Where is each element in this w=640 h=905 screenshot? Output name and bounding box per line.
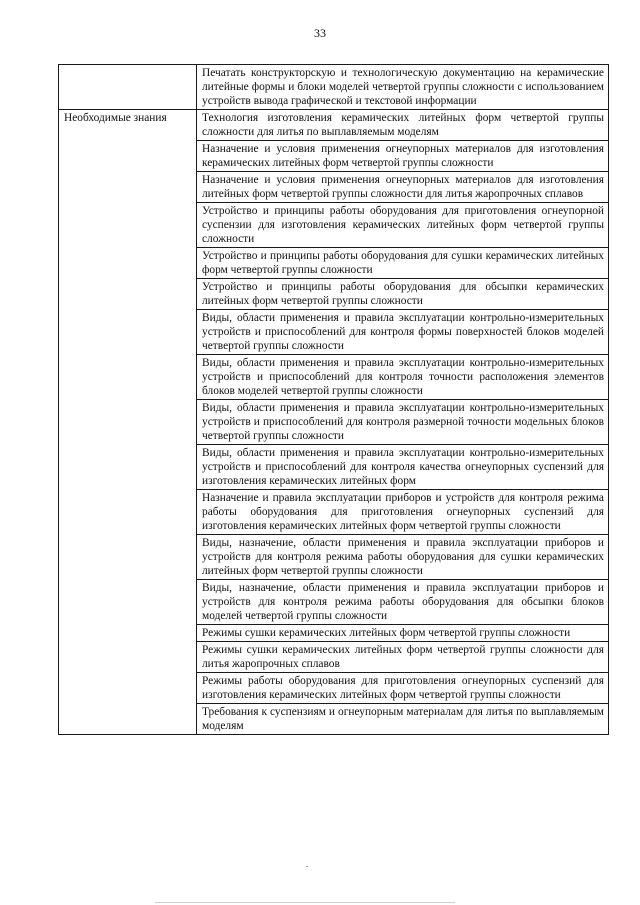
row-label-required-knowledge: Необходимые знания (59, 110, 197, 735)
row-text: Виды, области применения и правила эксплуатации контрольно-измерительных устройств и приспособлений для контроля точности расположения элементов блоков моделей четвертой группы сложности (197, 355, 609, 400)
table-row (59, 65, 609, 110)
row-text: Технология изготовления керамических литейных форм четвертой группы сложности для литья по выплавляемым моделям (197, 110, 609, 141)
row-text: Назначение и условия применения огнеупорных материалов для изготовления литейных форм четвертой группы сложности для литья жаропрочных сплавов (197, 172, 609, 203)
row-text: Режимы работы оборудования для приготовления огнеупорных суспензий для изготовления керамических литейных форм четвертой группы сложности (197, 673, 609, 704)
table-row (59, 110, 609, 141)
row-text: Устройство и принципы работы оборудования для обсыпки керамических литейных форм четвертой группы сложности (197, 279, 609, 310)
row-text: Требования к суспензиям и огнеупорным материалам для литья по выплавляемым моделям (197, 704, 609, 735)
row-text: Виды, назначение, области применения и правила эксплуатации приборов и устройств для контроля режима работы оборудования для обсыпки блоков моделей четвертой группы сложности (197, 580, 609, 625)
row-text: Печатать конструкторскую и технологическую документацию на керамические литейные формы и блоки моделей четвертой группы сложности с использованием устройств вывода графической и текстовой информации (197, 65, 609, 110)
row-text: Виды, области применения и правила эксплуатации контрольно-измерительных устройств и приспособлений для контроля формы поверхностей блоков моделей четвертой группы сложности (197, 310, 609, 355)
row-text: Устройство и принципы работы оборудования для сушки керамических литейных форм четвертой группы сложности (197, 248, 609, 279)
row-text: Виды, области применения и правила эксплуатации контрольно-измерительных устройств и приспособлений для контроля качества огнеупорных суспензий для изготовления керамических литейных форм (197, 445, 609, 490)
requirements-table (58, 64, 609, 735)
row-label (59, 65, 197, 110)
row-text: Виды, назначение, области применения и правила эксплуатации приборов и устройств для контроля режима работы оборудования для сушки керамических литейных форм четвертой группы сложности (197, 535, 609, 580)
row-text: Назначение и условия применения огнеупорных материалов для изготовления керамических литейных форм четвертой группы сложности (197, 141, 609, 172)
row-text: Режимы сушки керамических литейных форм четвертой группы сложности (197, 625, 609, 642)
row-text: Устройство и принципы работы оборудования для приготовления огнеупорной суспензии для изготовления керамических литейных форм четвертой группы сложности (197, 203, 609, 248)
scan-edge-line (155, 902, 455, 903)
page-number: 33 (314, 26, 326, 40)
row-text: Виды, области применения и правила эксплуатации контрольно-измерительных устройств и приспособлений для контроля размерной точности модельных блоков четвертой группы сложности (197, 400, 609, 445)
row-text: Режимы сушки керамических литейных форм четвертой группы сложности для литья жаропрочных сплавов (197, 642, 609, 673)
scan-dot (306, 866, 308, 867)
row-text: Назначение и правила эксплуатации приборов и устройств для контроля режима работы оборудования для приготовления огнеупорных суспензий для изготовления керамических литейных форм четвертой группы сложности (197, 490, 609, 535)
